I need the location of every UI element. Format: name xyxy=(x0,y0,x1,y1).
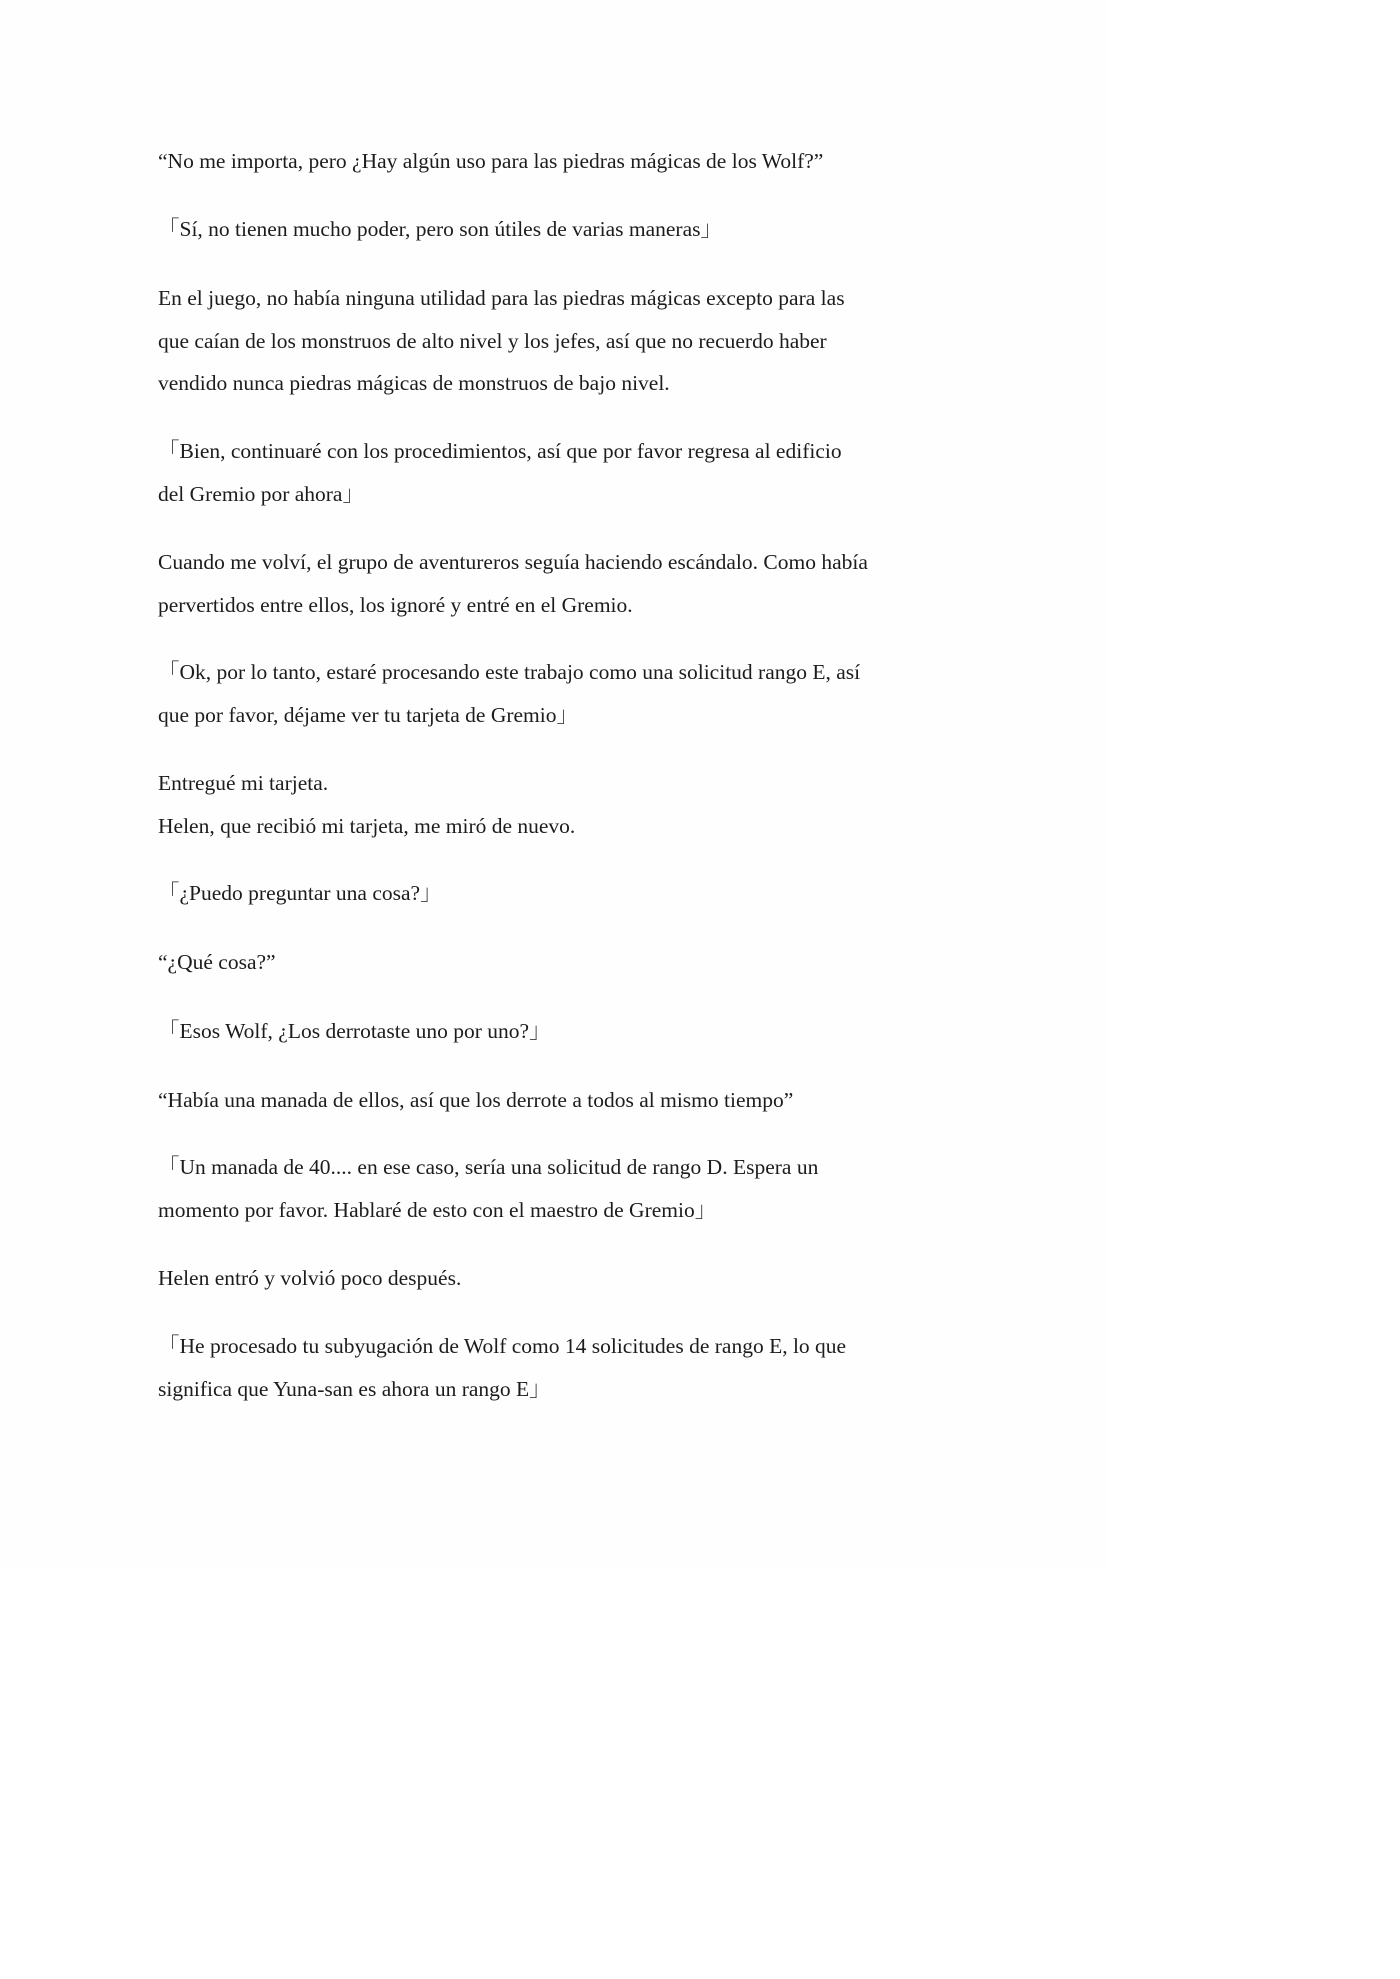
text-line: “¿Qué cosa?” xyxy=(158,950,276,974)
paragraph-3 xyxy=(158,277,958,405)
paragraph-7 xyxy=(158,762,958,847)
text-line: momento por favor. Hablaré de esto con el maestro de Gremio」 xyxy=(158,1197,717,1222)
paragraph-6 xyxy=(158,651,958,736)
paragraph-14 xyxy=(158,1325,958,1410)
text-line: 「Ok, por lo tanto, estaré procesando este trabajo como una solicitud rango E, así xyxy=(158,660,861,684)
text-line: Helen entró y volvió poco después. xyxy=(158,1266,462,1290)
text-line: 「Esos Wolf, ¿Los derrotaste uno por uno?」 xyxy=(158,1019,551,1043)
text-line: del Gremio por ahora」 xyxy=(158,481,364,506)
text-line: 「¿Puedo preguntar una cosa?」 xyxy=(158,881,442,905)
paragraph-1 xyxy=(158,140,958,183)
text-line: Helen, que recibió mi tarjeta, me miró de nuevo. xyxy=(158,813,576,838)
paragraph-2 xyxy=(158,208,958,251)
text-line: que caían de los monstruos de alto nivel y los jefes, así que no recuerdo haber xyxy=(158,328,827,353)
text-line: 「Sí, no tienen mucho poder, pero son útiles de varias maneras」 xyxy=(158,217,722,241)
text-line: vendido nunca piedras mágicas de monstruos de bajo nivel. xyxy=(158,371,670,395)
paragraph-4 xyxy=(158,430,958,515)
text-line: significa que Yuna-san es ahora un rango E」 xyxy=(158,1376,551,1401)
paragraph-11 xyxy=(158,1079,958,1122)
text-line: 「Un manada de 40.... en ese caso, sería una solicitud de rango D. Espera un xyxy=(158,1155,819,1179)
text-line: 「Bien, continuaré con los procedimientos, así que por favor regresa al edificio xyxy=(158,439,842,463)
paragraph-10 xyxy=(158,1010,958,1053)
paragraph-12 xyxy=(158,1146,958,1231)
paragraph-13 xyxy=(158,1257,958,1300)
text-line: Entregué mi tarjeta. xyxy=(158,771,329,795)
paragraph-8 xyxy=(158,872,958,915)
paragraph-9 xyxy=(158,941,958,984)
text-line: En el juego, no había ninguna utilidad para las piedras mágicas excepto para las xyxy=(158,286,845,310)
text-line: Cuando me volví, el grupo de aventureros seguía haciendo escándalo. Como había xyxy=(158,550,868,574)
text-line: “No me importa, pero ¿Hay algún uso para las piedras mágicas de los Wolf?” xyxy=(158,149,824,173)
text-line: pervertidos entre ellos, los ignoré y entré en el Gremio. xyxy=(158,592,633,617)
text-line: que por favor, déjame ver tu tarjeta de Gremio」 xyxy=(158,702,579,727)
text-line: “Había una manada de ellos, así que los derrote a todos al mismo tiempo” xyxy=(158,1088,794,1112)
paragraph-5 xyxy=(158,541,958,626)
text-line: 「He procesado tu subyugación de Wolf como 14 solicitudes de rango E, lo que xyxy=(158,1334,847,1358)
